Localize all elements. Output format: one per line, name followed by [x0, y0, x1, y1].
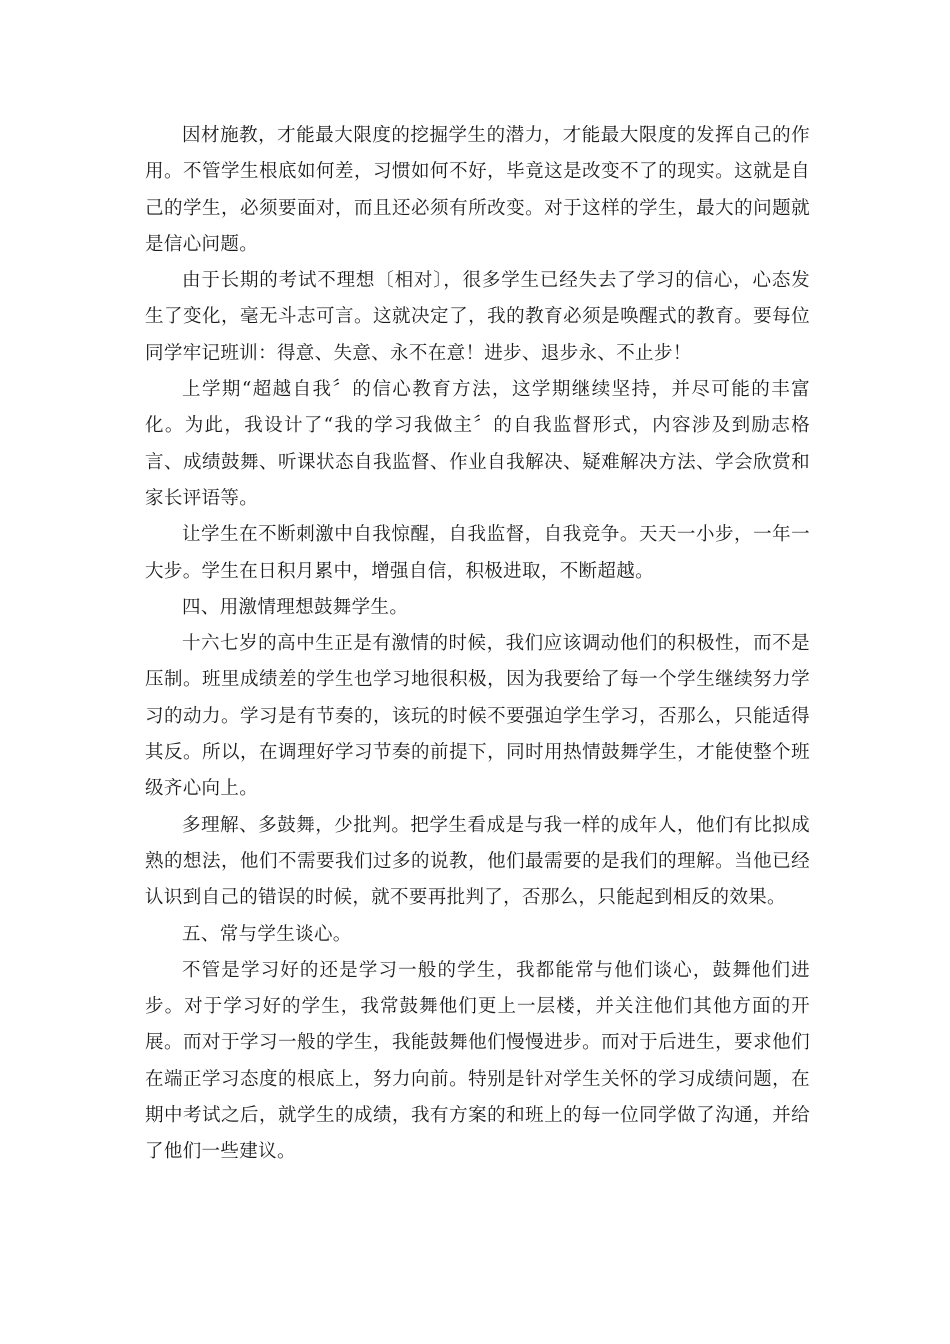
paragraph-confidence: 由于长期的考试不理想〔相对〕，很多学生已经失去了学习的信心，心态发生了变化，毫无斗志可言。这就决定了，我的教育必须是唤醒式的教育。要每位同学牢记班训：得意、失意、永不在意！进步、退步永、不止步！ [145, 270, 810, 364]
paragraph-self-awaken: 让学生在不断刺激中自我惊醒，自我监督，自我竞争。天天一小步，一年一大步。学生在日积月累中，增强自信，积极进取，不断超越。 [145, 524, 810, 582]
paragraph-enthusiasm: 十六七岁的高中生正是有激情的时候，我们应该调动他们的积极性，而不是压制。班里成绩差的学生也学习地很积极，因为我要给了每一个学生继续努力学习的动力。学习是有节奏的，该玩的时候不要强迫学生学习，否那么，只能适得其反。所以，在调理好学习节奏的前提下，同时用热情鼓舞学生，才能使整个班级齐心向上。 [145, 633, 810, 800]
document-body [145, 118, 810, 1171]
section-heading-five: 五、常与学生谈心。 [182, 923, 352, 945]
paragraph-teach-by-aptitude: 因材施教，才能最大限度的挖掘学生的潜力，才能最大限度的发挥自己的作用。不管学生根底如何差，习惯如何不好，毕竟这是改变不了的现实。这就是自己的学生，必须要面对，而且还必须有所改变。对于这样的学生，最大的问题就是信心问题。 [145, 125, 810, 255]
paragraph-understanding: 多理解、多鼓舞，少批判。把学生看成是与我一样的成年人，他们有比拟成熟的想法，他们不需要我们过多的说教，他们最需要的是我们的理解。当他已经认识到自己的错误的时候，就不要再批判了，否那么，只能起到相反的效果。 [145, 814, 810, 909]
section-heading-four: 四、用激情理想鼓舞学生。 [182, 596, 409, 618]
paragraph-heart-to-heart: 不管是学习好的还是学习一般的学生，我都能常与他们谈心，鼓舞他们进步。对于学习好的学生，我常鼓舞他们更上一层楼，并关注他们其他方面的开展。而对于学习一般的学生，我能鼓舞他们慢慢进步。而对于后进生，要求他们在端正学习态度的根底上，努力向前。特别是针对学生关怀的学习成绩问题，在期中考试之后，就学生的成绩，我有方案的和班上的每一位同学做了沟通，并给了他们一些建议。 [145, 959, 810, 1163]
paragraph-self-surpass: 上学期“超越自我〞的信心教育方法，这学期继续坚持，并尽可能的丰富化。为此，我设计了“我的学习我做主〞的自我监督形式，内容涉及到励志格言、成绩鼓舞、听课状态自我监督、作业自我解决、疑难解决方法、学会欣赏和家长评语等。 [145, 379, 810, 509]
